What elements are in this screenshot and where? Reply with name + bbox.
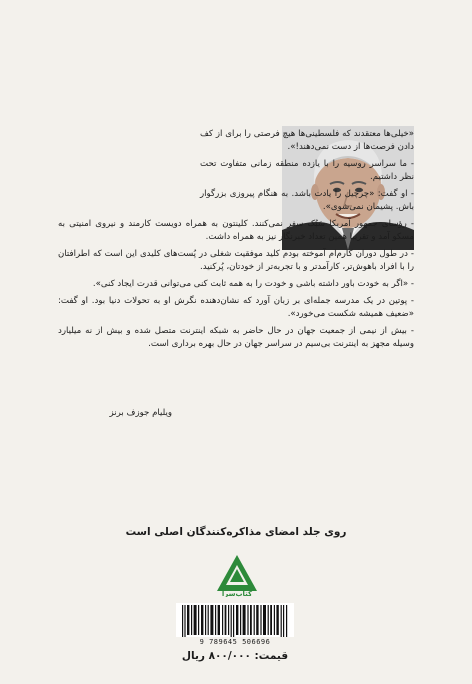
quote-palestinians: «خیلی‌ها معتقدند که فلسطینی‌ها هیچ فرصتی را برای از کف دادن فرصت‌ها از دست نمی‌دهند!». [200,129,414,152]
quote-russia-time-zones: - ما سراسر روسیه را با یازده منطقه زمانی متفاوت تحت نظر داشتیم. [200,159,414,182]
author-name: ویلیام جوزف برنز [109,408,172,418]
cover-tagline: روی جلد امضای مذاکره‌کنندگان اصلی است [125,526,347,538]
barcode-number: 9 789645 506696 [199,638,271,646]
publisher-logo-icon [215,553,259,597]
quote-career-success: - در طول دوران کارم‌ام آموخته بودم کلید موفقیت شغلی در پُست‌های کلیدی این است که اطرافتان را با افراد باهوش‌تر، کارآمدتر و با تجربه‌تر از خودتان، پُرکنید. [58,249,414,272]
quotes-block [58,128,414,355]
quote-believe-yourself: - «اگر به خودت باور داشته باشی و خودت را به همه ثابت کنی می‌توانی قدرت ایجاد کنی». [92,279,414,289]
publisher-logo [215,553,259,597]
quote-internet: - بیش از نیمی از جمعیت جهان در حال حاضر به شبکه اینترنت متصل شده و بیش از نه میلیارد وسیله مجهز به اینترنت بی‌سیم در سراسر جهان در حال بهره برداری است. [58,326,414,349]
quote-presidents-travel: - رؤسای جمهور آمریکا سَبُک سفر نمی‌کنند. کلینتون به همراه دویست کارمند و نیروی امنیتی به مسکو آمد و تقریبا همین تعداد خبرنگار نیز به همراه داشت. [58,219,414,242]
barcode [176,603,294,637]
price-label: قیمت: ۸۰۰/۰۰۰ ریال [181,650,289,662]
publisher-logo-text: کتاب‌سرا [221,590,253,597]
quote-churchill: - او گفت: «چرچیل را یادت باشد. به هنگام پیروزی بزرگوار باش. پشیمان نمی‌شوی». [200,189,414,212]
barcode-bars [176,603,294,637]
quote-putin: - پوتین در یک مدرسه جمله‌ای بر زبان آورد که نشان‌دهنده نگرش او به تحولات دنیا بود. او گفت: «ضعیف همیشه شکست می‌خورد». [58,296,414,319]
